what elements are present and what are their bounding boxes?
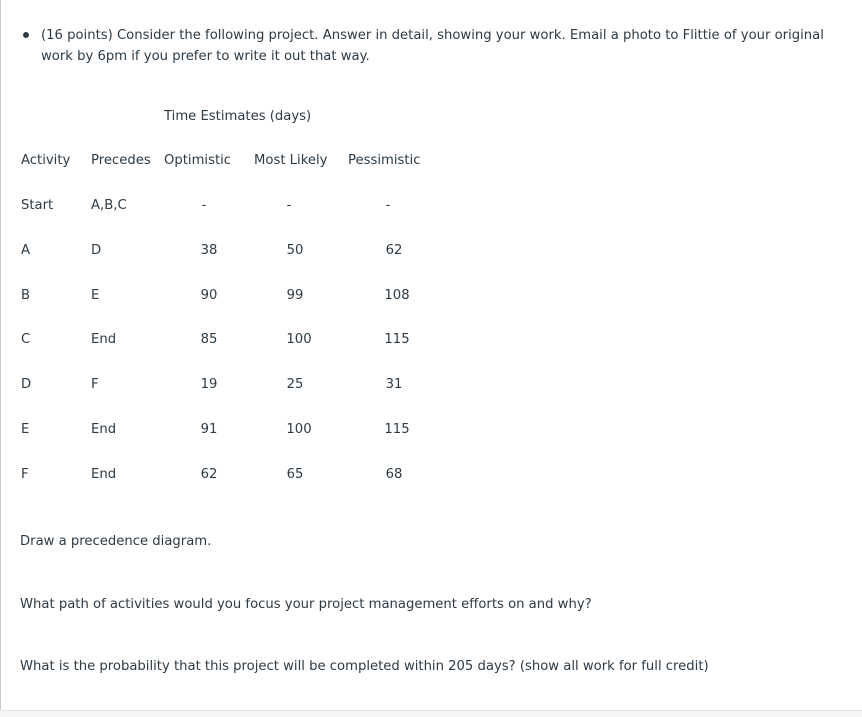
cell-pessimistic: 62 [385,243,403,258]
cell-activity: F [21,467,29,482]
header-activity: Activity [21,153,71,168]
header-optimistic: Optimistic [164,153,232,168]
header-most-likely: Most Likely [254,153,328,168]
cell-precedes: A,B,C [91,198,127,213]
cell-precedes: End [91,467,117,482]
cell-optimistic: 19 [200,377,218,392]
cell-most-likely: 50 [286,243,304,258]
cell-pessimistic: 31 [385,377,403,392]
intro-paragraph [23,25,838,67]
cell-optimistic: 91 [200,422,218,437]
cell-precedes: E [91,288,100,303]
cell-optimistic: 62 [200,467,218,482]
cell-optimistic: - [201,198,207,213]
cell-pessimistic: 108 [384,288,410,303]
cell-activity: C [21,332,31,347]
cell-optimistic: 90 [200,288,218,303]
time-estimates-header: Time Estimates (days) [164,109,312,124]
bullet-icon [23,32,29,38]
cell-most-likely: 100 [286,332,312,347]
question-probability: What is the probability that this project will be completed within 205 days? (show all work for full credit) [20,659,709,674]
cell-precedes: F [91,377,99,392]
cell-most-likely: 25 [286,377,304,392]
cell-most-likely: 100 [286,422,312,437]
cell-precedes: D [91,243,102,258]
cell-activity: E [21,422,30,437]
header-precedes: Precedes [91,153,151,168]
cell-most-likely: 99 [286,288,304,303]
cell-activity: Start [21,198,54,213]
question-critical-path: What path of activities would you focus your project management efforts on and why? [20,597,592,612]
cell-activity: A [21,243,31,258]
header-pessimistic: Pessimistic [348,153,421,168]
intro-text: (16 points) Consider the following project. Answer in detail, showing your work. Email a photo to Flittie of your original work by 6pm if you prefer to write it out that way. [41,28,824,64]
cell-most-likely: - [286,198,292,213]
cell-pessimistic: 68 [385,467,403,482]
cell-precedes: End [91,332,117,347]
cell-activity: B [21,288,31,303]
cell-pessimistic: 115 [384,332,410,347]
cell-most-likely: 65 [286,467,304,482]
cell-activity: D [21,377,32,392]
cell-pessimistic: 115 [384,422,410,437]
cell-optimistic: 85 [200,332,218,347]
cell-precedes: End [91,422,117,437]
cell-optimistic: 38 [200,243,218,258]
bottom-divider [0,710,862,717]
question-precedence-diagram: Draw a precedence diagram. [20,534,212,549]
cell-pessimistic: - [385,198,391,213]
